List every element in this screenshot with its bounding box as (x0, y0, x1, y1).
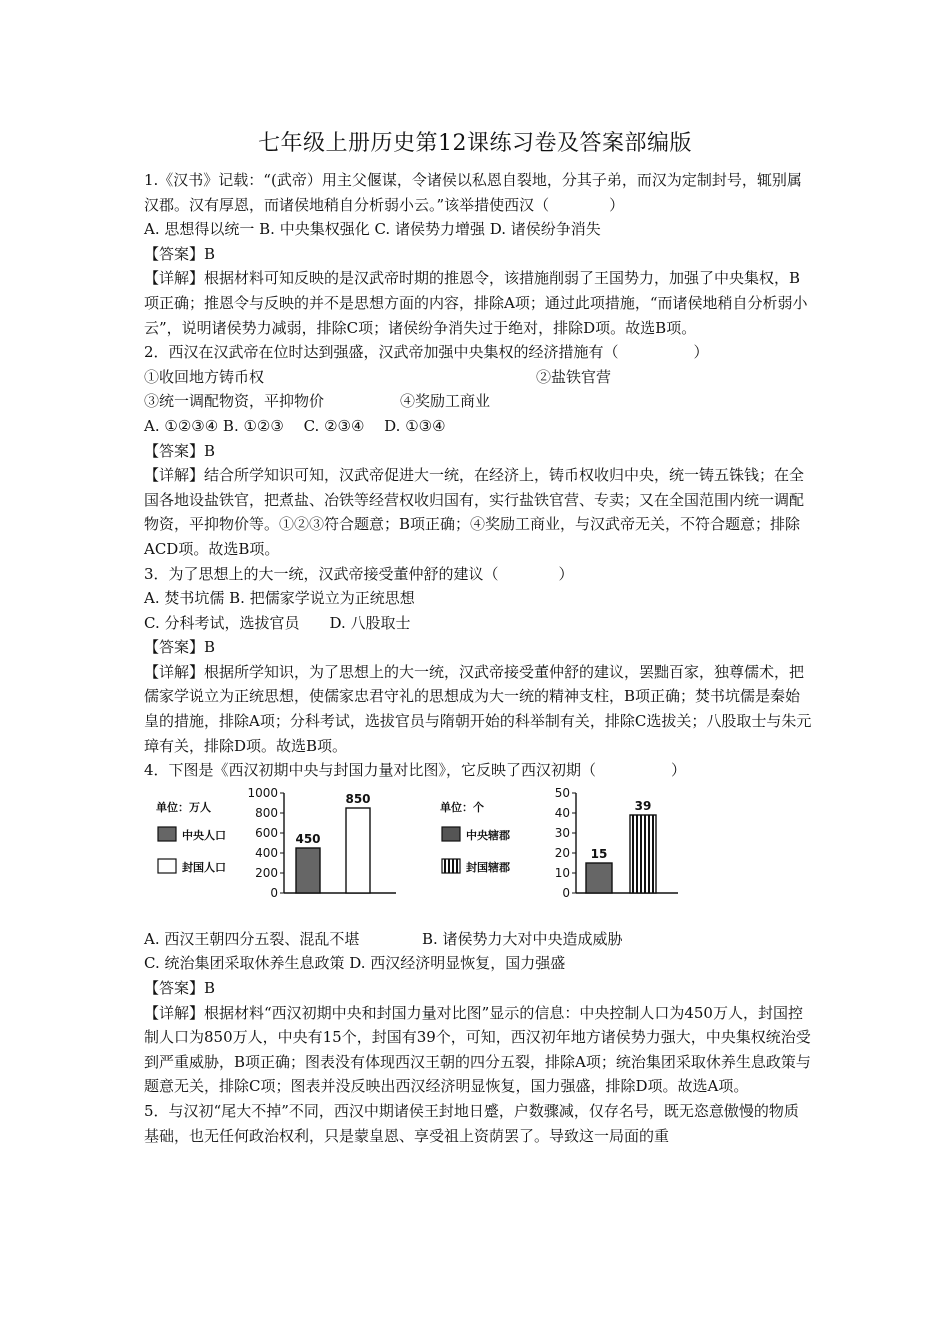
question-2-item-1: ①收回地方铸币权 (144, 367, 265, 386)
y-tick-label: 600 (255, 825, 278, 840)
y-tick-label: 1000 (247, 785, 278, 800)
y-tick-label: 0 (562, 885, 570, 900)
question-1-options: A. 思想得以统一 B. 中央集权强化 C. 诸侯势力增强 D. 诸侯纷争消失 (144, 220, 601, 239)
bar-value-label: 15 (590, 846, 608, 861)
question-3-options-1: A. 焚书坑儒 B. 把儒家学说立为正统思想 (144, 589, 415, 608)
question-2-options: A. ①②③④ B. ①②③ C. ②③④ D. ①③④ (144, 416, 446, 435)
question-4-stem: 4．下图是《西汉初期中央与封国力量对比图》，它反映了西汉初期（ ） (144, 761, 687, 780)
document-title: 七年级上册历史第12课练习卷及答案部编版 (258, 131, 692, 156)
question-1-stem: 1.《汉书》记载：“(武帝）用主父偃谋，令诸侯以私恩自裂地，分其子弟，而汉为定制封号，辄别属汉郡。汉有厚恩，而诸侯地稍自分析弱小云。”该举措使西汉（ ） (144, 171, 802, 214)
legend-label-fief: 封国辖郡 (466, 860, 510, 874)
question-4-answer: 【答案】B (144, 979, 216, 998)
question-3-stem: 3．为了思想上的大一统，汉武帝接受董仲舒的建议（ ） (144, 564, 574, 583)
bar-value-label: 39 (634, 798, 652, 813)
y-tick-label: 30 (554, 825, 570, 840)
chart-unit-label: 单位：万人 (156, 800, 211, 814)
bar-fief (346, 808, 370, 893)
chart-unit-label: 单位：个 (440, 800, 484, 814)
question-2-stem: 2．西汉在汉武帝在位时达到强盛，汉武帝加强中央集权的经济措施有（ ） (144, 343, 709, 362)
question-3-options-2: C. 分科考试，选拔官员 D. 八股取士 (144, 613, 411, 632)
question-2-answer: 【答案】B (144, 441, 216, 460)
question-2-item-3: ③统一调配物资，平抑物价 (144, 392, 325, 411)
y-tick-label: 400 (255, 845, 278, 860)
document-body (144, 168, 812, 1148)
legend-swatch-fief (442, 859, 460, 873)
y-tick-label: 800 (255, 805, 278, 820)
question-3-answer: 【答案】B (144, 638, 216, 657)
question-4-options-row1 (144, 927, 812, 952)
bar-value-label: 850 (345, 791, 371, 806)
y-tick-label: 50 (554, 785, 570, 800)
question-1-detail: 【详解】根据材料可知反映的是汉武帝时期的推恩令，该措施削弱了王国势力，加强了中央集权，B项正确；推恩令与反映的并不是思想方面的内容，排除A项；通过此项措施，“而诸侯地稍自分析弱小云”，说明诸侯势力减弱，排除C项；诸侯纷争消失过于绝对，排除D项。故选B项。 (144, 269, 808, 337)
question-4-option-b: B. 诸侯势力大对中央造成威胁 (422, 929, 623, 948)
chart-commanderies (428, 783, 678, 923)
y-tick-label: 20 (554, 845, 570, 860)
bar-fief (630, 815, 656, 893)
question-2-item-4: ④奖励工商业 (400, 392, 491, 411)
question-2-detail: 【详解】结合所学知识可知，汉武帝促进大一统，在经济上，铸币权收归中央，统一铸五铢钱；在全国各地设盐铁官，把煮盐、冶铁等经营权收归国有，实行盐铁官营、专卖；又在全国范围内统一调配物资，平抑物价等。①②③符合题意；B项正确；④奖励工商业，与汉武帝无关，不符合题意；排除ACD项。故选B项。 (144, 466, 805, 558)
question-5-stem: 5．与汉初“尾大不掉”不同，西汉中期诸侯王封地日蹙，户数骤减，仅存名号，既无恣意傲慢的物质基础，也无任何政治权利，只是蒙皇恩、享受祖上资荫罢了。导致这一局面的重 (144, 1102, 799, 1145)
question-2-items-row2 (144, 389, 812, 414)
question-4-option-a: A. 西汉王朝四分五裂、混乱不堪 (144, 929, 360, 948)
legend-label-center: 中央辖郡 (466, 828, 510, 842)
legend-swatch-center (158, 827, 176, 841)
legend-swatch-fief (158, 859, 176, 873)
y-tick-label: 200 (255, 865, 278, 880)
chart-population (152, 783, 402, 923)
question-4-detail: 【详解】根据材料“西汉初期中央和封国力量对比图”显示的信息：中央控制人口为450万人，封国控制人口为850万人，中央有15个，封国有39个，可知，西汉初年地方诸侯势力强大，中央集权统治受到严重威胁，B项正确；图表没有体现西汉王朝的四分五裂，排除A项；统治集团采取休养生息政策与题意无关，排除C项；图表并没反映出西汉经济明显恢复，国力强盛，排除D项。故选A项。 (144, 1003, 811, 1096)
legend-label-center: 中央人口 (182, 828, 226, 842)
question-4-charts (144, 783, 812, 927)
bar-value-label: 450 (295, 831, 321, 846)
question-2-item-2: ②盐铁官营 (536, 367, 612, 386)
legend-label-fief: 封国人口 (182, 860, 226, 874)
y-tick-label: 0 (270, 885, 278, 900)
y-tick-label: 40 (554, 805, 570, 820)
question-3-detail: 【详解】根据所学知识，为了思想上的大一统，汉武帝接受董仲舒的建议，罢黜百家，独尊儒术，把儒家学说立为正统思想，使儒家忠君守礼的思想成为大一统的精神支柱，B项正确；焚书坑儒是秦始皇的措施，排除A项；分科考试，选拔官员与隋朝开始的科举制有关，排除C选拔关；八股取士与朱元璋有关，排除D项。故选B项。 (144, 662, 812, 755)
bar-center (586, 863, 612, 893)
question-2-items-row1 (144, 365, 812, 390)
question-1-answer: 【答案】B (144, 244, 216, 263)
question-4-options-2: C. 统治集团采取休养生息政策 D. 西汉经济明显恢复，国力强盛 (144, 954, 566, 973)
y-tick-label: 10 (554, 865, 570, 880)
legend-swatch-center (442, 827, 460, 841)
bar-center (296, 848, 320, 893)
